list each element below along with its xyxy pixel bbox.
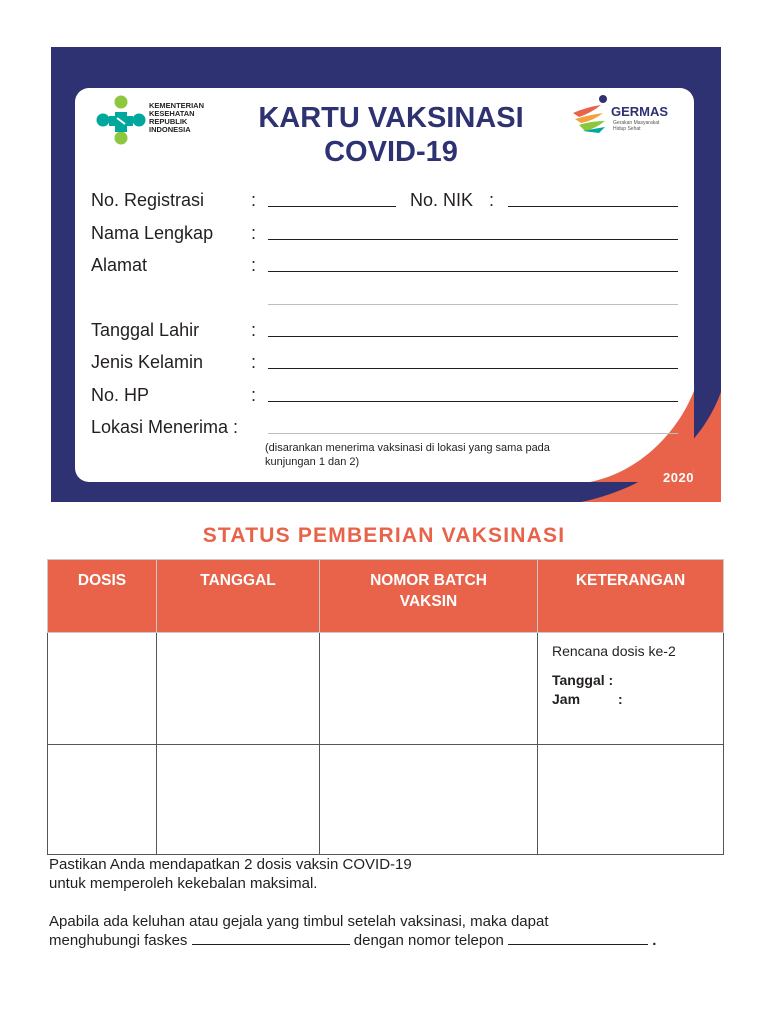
faskes-blank[interactable] [192, 932, 350, 945]
colon: : [251, 352, 257, 372]
kemkes-logo-icon [93, 94, 149, 150]
status-section-title: STATUS PEMBERIAN VAKSINASI [202, 524, 566, 547]
input-line-lokasi[interactable] [268, 433, 678, 434]
ministry-line: REPUBLIK [149, 117, 188, 126]
next-dose-date-label: Tanggal : [552, 672, 614, 688]
footer-line1: Pastikan Anda mendapatkan 2 dosis vaksin COVID-19 [49, 856, 412, 873]
cell-tanggal[interactable] [157, 633, 320, 745]
header-nomor-batch: NOMOR BATCH VAKSIN [320, 560, 538, 633]
card-title-line1: KARTU VAKSINASI [258, 102, 524, 134]
label-hp: No. HP [91, 385, 150, 405]
next-dose-plan: Rencana dosis ke-2 [552, 643, 676, 659]
footer-line3: Apabila ada keluhan atau gejala yang timbul setelah vaksinasi, maka dapat [49, 913, 549, 930]
label-lokasi: Lokasi Menerima : [91, 417, 239, 437]
input-line-nik[interactable] [508, 206, 678, 207]
table-header-row [48, 560, 724, 633]
header-tanggal: TANGGAL [157, 560, 320, 633]
cell-batch[interactable] [320, 745, 538, 855]
cell-tanggal[interactable] [157, 745, 320, 855]
footer-reminder [49, 855, 739, 893]
germas-wordmark: GERMAS [611, 104, 669, 119]
next-dose-time-row [552, 690, 723, 709]
input-line-hp[interactable] [268, 401, 678, 402]
card-title [231, 101, 551, 169]
colon: : [251, 255, 257, 275]
input-line-alamat[interactable] [268, 271, 678, 272]
colon: : [489, 190, 495, 210]
card-title-line2: COVID-19 [324, 136, 458, 168]
phone-blank[interactable] [508, 932, 648, 945]
label-tanggal-lahir: Tanggal Lahir [91, 320, 200, 340]
footer-contact [49, 912, 739, 950]
vaccination-card [51, 47, 721, 502]
footer-line4a: menghubungi faskes [49, 932, 188, 949]
germas-subtitle: Gerakan Masyarakat Hidup Sehat [613, 120, 660, 132]
input-line-tanggal-lahir[interactable] [268, 336, 678, 337]
header-keterangan: KETERANGAN [538, 560, 724, 633]
label-jenis-kelamin: Jenis Kelamin [91, 352, 204, 372]
ministry-name [149, 102, 219, 134]
footer-line4c: . [652, 932, 657, 949]
cell-dosis[interactable] [48, 745, 157, 855]
input-line-jenis-kelamin[interactable] [268, 368, 678, 369]
colon: : [251, 385, 257, 405]
table-row [48, 633, 724, 745]
colon: : [618, 691, 623, 707]
label-nik: No. NIK [410, 190, 474, 210]
ministry-line: INDONESIA [149, 125, 191, 134]
colon: : [251, 190, 257, 210]
label-registrasi: No. Registrasi [91, 190, 205, 210]
header-dosis: DOSIS [48, 560, 157, 633]
cell-batch[interactable] [320, 633, 538, 745]
footer-line4b: dengan nomor telepon [353, 932, 504, 949]
input-line-alamat-2[interactable] [268, 304, 678, 305]
ministry-line: KESEHATAN [149, 109, 195, 118]
germas-logo-icon [569, 93, 613, 135]
cell-keterangan[interactable] [538, 633, 724, 745]
cell-dosis[interactable] [48, 633, 157, 745]
cell-keterangan[interactable] [538, 745, 724, 855]
location-note: (disarankan menerima vaksinasi di lokasi yang sama pada kunjungan 1 dan 2) [265, 442, 550, 468]
table-row [48, 745, 724, 855]
footer-line2: untuk memperoleh kekebalan maksimal. [49, 875, 318, 892]
label-alamat: Alamat [91, 255, 148, 275]
colon: : [251, 223, 257, 243]
input-line-registrasi[interactable] [268, 206, 396, 207]
input-line-nama[interactable] [268, 239, 678, 240]
card-year: 2020 [663, 470, 694, 485]
label-nama: Nama Lengkap [91, 223, 214, 243]
next-dose-time-label: Jam [552, 691, 581, 707]
ministry-line: KEMENTERIAN [149, 101, 205, 110]
vaccination-status-table [47, 559, 724, 855]
colon: : [251, 320, 257, 340]
